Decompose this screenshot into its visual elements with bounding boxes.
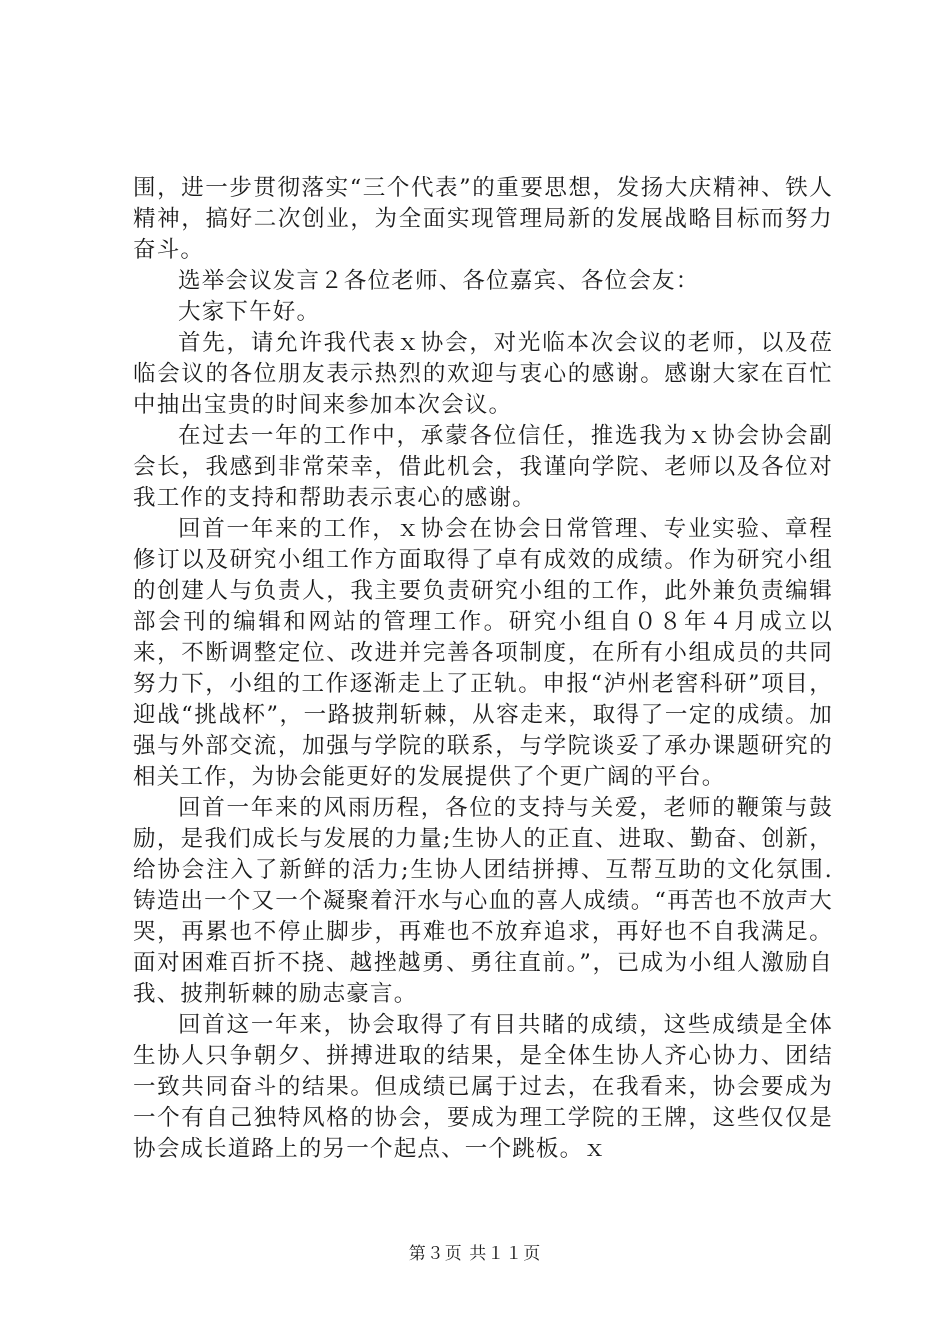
paragraph: 回首一年来的风雨历程，各位的支持与关爱，老师的鞭策与鼓励，是我们成长与发展的力量;生协人的正直、进取、勤奋、创新，给协会注入了新鲜的活力;生协人团结拼搏、互帮互助的文化氛围.铸造出一个又一个凝聚着汗水与心血的喜人成绩。“再苦也不放声大哭，再累也不停止脚步，再难也不放弃追求，再好也不自我满足。面对困难百折不挠、越挫越勇、勇往直前。”，已成为小组人激励自我、披荆斩棘的励志豪言。 bbox=[133, 795, 834, 1007]
paragraph: 选举会议发言２各位老师、各位嘉宾、各位会友： bbox=[178, 268, 700, 294]
paragraph: 大家下午好。 bbox=[178, 299, 321, 325]
document-body bbox=[133, 173, 833, 1165]
paragraph: 回首一年来的工作，ｘ协会在协会日常管理、专业实验、章程修订以及研究小组工作方面取得了卓有成效的成绩。作为研究小组的创建人与负责人，我主要负责研究小组的工作，此外兼负责编辑部会刊的编辑和网站的管理工作。研究小组自０８年４月成立以来，不断调整定位、改进并完善各项制度，在所有小组成员的共同努力下，小组的工作逐渐走上了正轨。申报“泸州老窖科研”项目，迎战“挑战杯”，一路披荆斩棘，从容走来，取得了一定的成绩。加强与外部交流，加强与学院的联系，与学院谈妥了承办课题研究的相关工作，为协会能更好的发展提供了个更广阔的平台。 bbox=[133, 516, 833, 790]
paragraph: 围，进一步贯彻落实“三个代表”的重要思想，发扬大庆精神、铁人精神，搞好二次创业，为全面实现管理局新的发展战略目标而努力奋斗。 bbox=[133, 175, 833, 263]
paragraph: 首先，请允许我代表ｘ协会，对光临本次会议的老师，以及莅临会议的各位朋友表示热烈的欢迎与衷心的感谢。感谢大家在百忙中抽出宝贵的时间来参加本次会议。 bbox=[133, 330, 833, 418]
paragraph: 在过去一年的工作中，承蒙各位信任，推选我为ｘ协会协会副会长，我感到非常荣幸，借此机会，我谨向学院、老师以及各位对我工作的支持和帮助表示衷心的感谢。 bbox=[133, 423, 833, 511]
paragraph: 回首这一年来，协会取得了有目共睹的成绩，这些成绩是全体生协人只争朝夕、拼搏进取的结果，是全体生协人齐心协力、团结一致共同奋斗的结果。但成绩已属于过去，在我看来，协会要成为一个有自己独特风格的协会，要成为理工学院的王牌，这些仅仅是协会成长道路上的另一个起点、一个跳板。ｘ bbox=[133, 1012, 833, 1162]
page-number-footer: 第３页 共１１页 bbox=[408, 1244, 542, 1264]
